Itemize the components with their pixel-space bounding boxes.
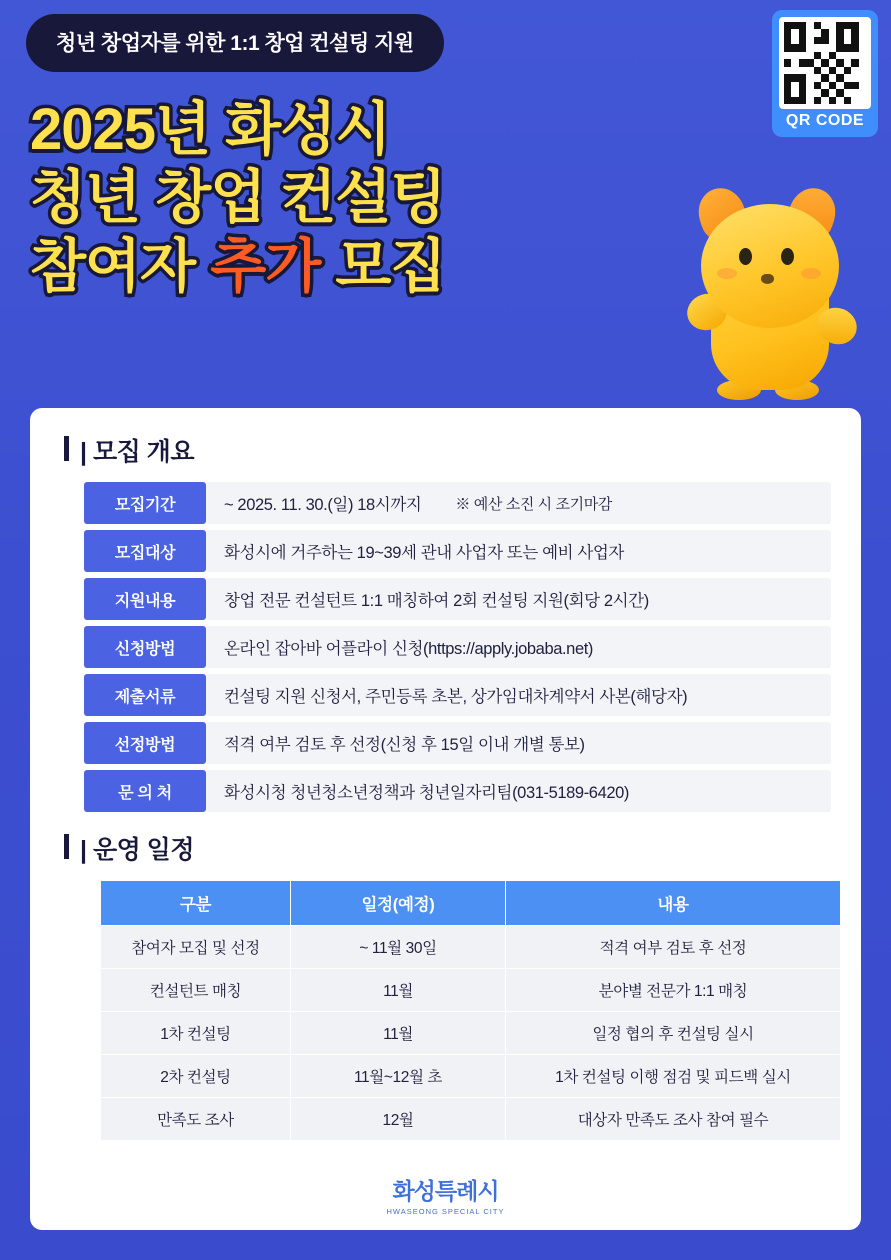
overview-value[interactable]: 온라인 잡아바 어플라이 신청(https://apply.jobaba.net) — [206, 626, 831, 668]
overview-key: 모집기간 — [84, 482, 206, 524]
overview-row — [84, 626, 831, 668]
mascot-character — [677, 182, 869, 402]
overview-key: 문 의 처 — [84, 770, 206, 812]
top-badge: 청년 창업자를 위한 1:1 창업 컨설팅 지원 — [26, 14, 444, 72]
schedule-cell: 11월~12월 초 — [291, 1055, 506, 1098]
headline-line-2: 청년 창업 컨설팅 — [30, 165, 446, 231]
schedule-cell: 만족도 조사 — [101, 1098, 291, 1141]
mascot-nose — [761, 274, 774, 284]
table-row — [101, 969, 841, 1012]
overview-row — [84, 482, 831, 524]
qr-code-label: QR CODE — [785, 112, 865, 129]
schedule-cell: 컨설턴트 매칭 — [101, 969, 291, 1012]
overview-value: 적격 여부 검토 후 선정(신청 후 15일 이내 개별 통보) — [206, 722, 831, 764]
overview-section-title: | 모집 개요 — [80, 432, 837, 468]
schedule-cell: 11월 — [291, 1012, 506, 1055]
headline — [30, 96, 670, 301]
headline-line-3 — [30, 233, 670, 301]
schedule-cell: 1차 컨설팅 — [101, 1012, 291, 1055]
schedule-cell: 분야별 전문가 1:1 매칭 — [506, 969, 841, 1012]
overview-row — [84, 770, 831, 812]
mascot-eye-right — [781, 248, 794, 265]
headline-line-3-accent: 추가 — [210, 233, 321, 299]
qr-grid — [784, 22, 866, 104]
overview-value — [206, 482, 831, 524]
table-row — [101, 1055, 841, 1098]
schedule-cell: ~ 11월 30일 — [291, 926, 506, 969]
overview-key: 선정방법 — [84, 722, 206, 764]
headline-line-1: 2025년 화성시 — [30, 97, 391, 162]
city-logo-sub: HWASEONG SPECIAL CITY — [386, 1207, 505, 1216]
schedule-cell: 일정 협의 후 컨설팅 실시 — [506, 1012, 841, 1055]
schedule-cell: 적격 여부 검토 후 선정 — [506, 926, 841, 969]
overview-row — [84, 674, 831, 716]
table-row — [101, 926, 841, 969]
overview-row — [84, 530, 831, 572]
overview-value: 창업 전문 컨설턴트 1:1 매칭하여 2회 컨설팅 지원(회당 2시간) — [206, 578, 831, 620]
overview-key: 제출서류 — [84, 674, 206, 716]
schedule-cell: 11월 — [291, 969, 506, 1012]
schedule-header-cell: 일정(예정) — [291, 881, 506, 926]
schedule-cell: 2차 컨설팅 — [101, 1055, 291, 1098]
mascot-cheek-right — [801, 268, 821, 279]
overview-key: 지원내용 — [84, 578, 206, 620]
overview-key: 신청방법 — [84, 626, 206, 668]
content-card — [30, 408, 861, 1230]
overview-table — [84, 482, 831, 812]
overview-row — [84, 722, 831, 764]
overview-value-note: ※ 예산 소진 시 조기마감 — [455, 495, 612, 513]
schedule-cell: 대상자 만족도 조사 참여 필수 — [506, 1098, 841, 1141]
overview-value: 화성시청 청년청소년정책과 청년일자리팀(031-5189-6420) — [206, 770, 831, 812]
schedule-section-title: | 운영 일정 — [80, 830, 837, 866]
overview-value: 컨설팅 지원 신청서, 주민등록 초본, 상가임대차계약서 사본(해당자) — [206, 674, 831, 716]
overview-key: 모집대상 — [84, 530, 206, 572]
mascot-head — [701, 204, 839, 328]
qr-code-image — [779, 17, 871, 109]
overview-row — [84, 578, 831, 620]
schedule-cell: 1차 컨설팅 이행 점검 및 피드백 실시 — [506, 1055, 841, 1098]
schedule-cell: 12월 — [291, 1098, 506, 1141]
city-logo — [30, 1173, 861, 1216]
overview-value-text: ~ 2025. 11. 30.(일) 18시까지 — [224, 496, 422, 514]
qr-code-box[interactable] — [772, 10, 878, 137]
headline-line-3-part-b: 모집 — [320, 233, 446, 299]
mascot-eye-left — [739, 248, 752, 265]
schedule-header-cell: 내용 — [506, 881, 841, 926]
table-row — [101, 1012, 841, 1055]
schedule-table — [100, 880, 841, 1141]
schedule-cell: 참여자 모집 및 선정 — [101, 926, 291, 969]
schedule-header-row — [101, 881, 841, 926]
top-badge-wrapper — [26, 14, 444, 72]
city-logo-main: 화성특례시 — [392, 1178, 499, 1204]
overview-value: 화성시에 거주하는 19~39세 관내 사업자 또는 예비 사업자 — [206, 530, 831, 572]
mascot-cheek-left — [717, 268, 737, 279]
table-row — [101, 1098, 841, 1141]
headline-line-3-part-a: 참여자 — [30, 233, 211, 299]
schedule-header-cell: 구분 — [101, 881, 291, 926]
